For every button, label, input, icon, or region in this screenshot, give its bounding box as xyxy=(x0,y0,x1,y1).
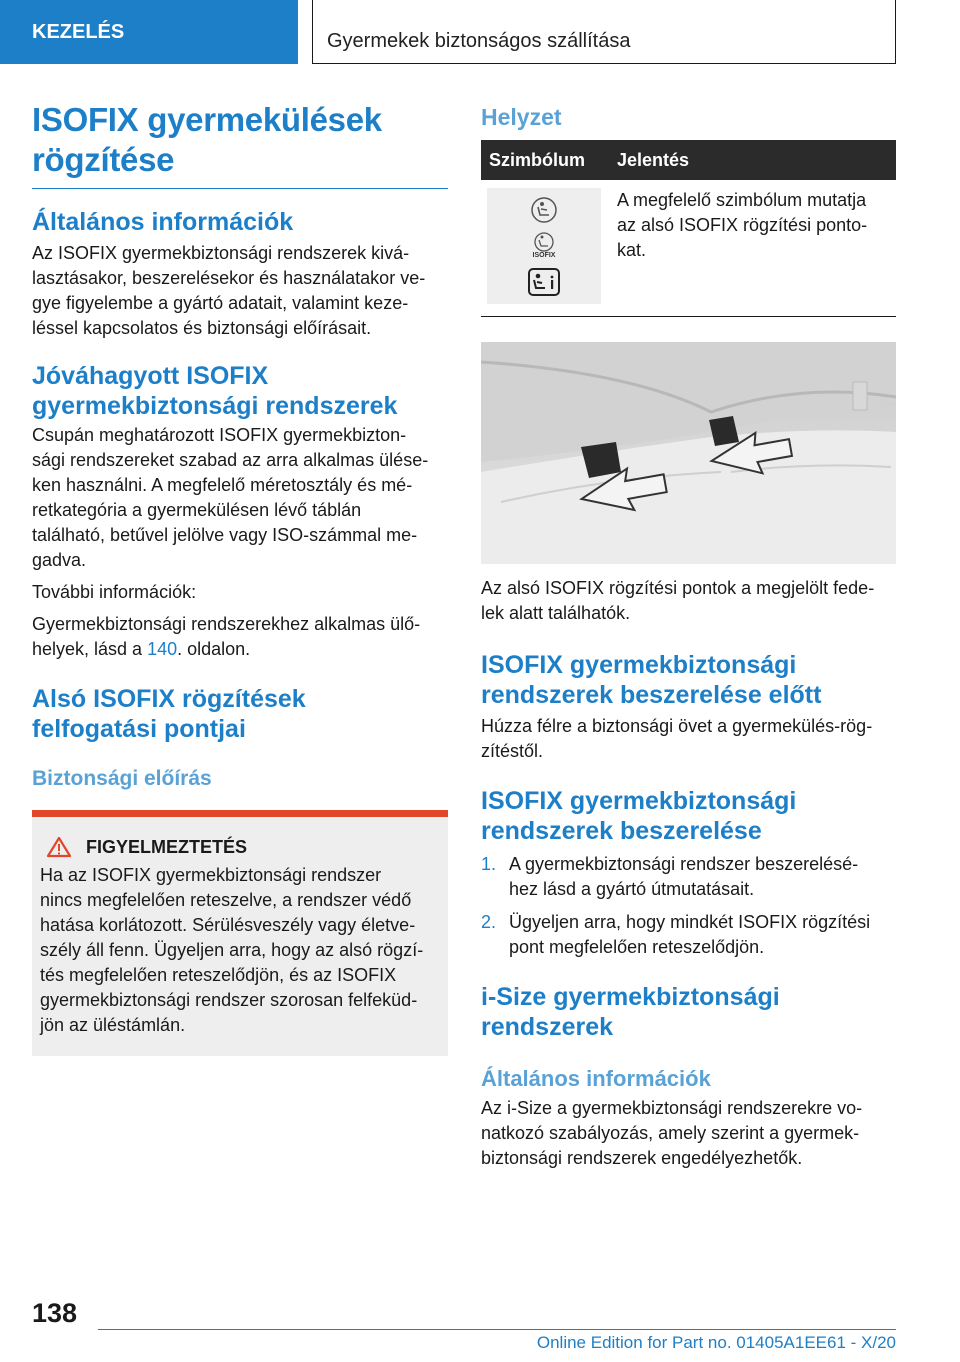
text-line: lasztásakor, beszerelésekor és használatakor ve- xyxy=(32,268,426,288)
text-line: gye figyelembe a gyártó adatait, valamint keze- xyxy=(32,293,409,313)
text-line: gadva. xyxy=(32,550,87,570)
text-line: ken használni. A megfelelő méretosztály és mé- xyxy=(32,475,413,495)
page-title-line2: rögzítése xyxy=(32,141,175,178)
warning-box xyxy=(32,817,448,1056)
install-heading-line2: rendszerek beszerelése xyxy=(481,817,762,845)
step-text xyxy=(509,852,858,902)
text-line: tés megfelelően reteszelődjön, és az ISOFIX xyxy=(40,965,397,985)
text-line: A gyermekbiztonsági rendszer beszerelésé- xyxy=(509,854,859,874)
text-line: léssel kapcsolatos és biztonsági előírásait. xyxy=(32,318,372,338)
approved-heading xyxy=(32,361,448,421)
chapter-title-box xyxy=(312,0,896,64)
footer-rule xyxy=(98,1329,896,1330)
more-info-label: További információk: xyxy=(32,582,197,602)
seats-text xyxy=(32,612,448,662)
before-install-text xyxy=(481,714,896,764)
text-line: nincs megfelelően reteszelve, a rendszer védő xyxy=(40,890,412,910)
text-line: található, betűvel jelölve vagy ISO-számmal me- xyxy=(32,525,418,545)
text-line: Gyermekbiztonsági rendszerekhez alkalmas ülő- xyxy=(32,614,421,634)
isofix-seat-icon xyxy=(532,232,556,252)
before-heading-line2: rendszerek beszerelése előtt xyxy=(481,681,822,709)
isize-text xyxy=(481,1096,896,1171)
text-line: Az alsó ISOFIX rögzítési pontok a megjelölt fede- xyxy=(481,578,875,598)
warning-text xyxy=(40,863,440,1038)
page-header xyxy=(0,0,960,66)
text-line: lek alatt találhatók. xyxy=(481,603,631,623)
approved-text xyxy=(32,423,448,573)
install-heading xyxy=(481,786,896,846)
text-line: natkozó szabályozás, amely szerint a gyermek- xyxy=(481,1123,860,1143)
warning-triangle-icon xyxy=(46,836,72,858)
general-heading: Általános információk xyxy=(32,208,294,236)
text-line: gyermekbiztonsági rendszer szorosan felfeküd- xyxy=(40,990,418,1010)
text-line: zítéstől. xyxy=(481,741,544,761)
text-line: pont megfelelően reteszelődjön. xyxy=(509,937,765,957)
text-line: hez lásd a gyártó útmutatásait. xyxy=(509,879,755,899)
isofix-label: ISOFIX xyxy=(532,252,556,260)
step-number: 2. xyxy=(481,912,497,932)
text-line: Az ISOFIX gyermekbiztonsági rendszerek kivá- xyxy=(32,243,410,263)
meaning-cell xyxy=(609,180,896,317)
right-column xyxy=(481,100,896,1171)
step-number: 1. xyxy=(481,854,497,874)
child-seat-icon xyxy=(527,196,561,224)
isofix-symbol xyxy=(532,232,556,259)
isize-heading-line1: i-Size gyermekbiztonsági xyxy=(481,983,780,1011)
symbol-cell xyxy=(481,180,609,317)
rear-seat-illustration xyxy=(481,342,896,564)
meaning-text xyxy=(617,188,888,263)
text-line: retkategória a gyermekülésen lévő táblán xyxy=(32,500,362,520)
lower-anchors-heading xyxy=(32,684,448,744)
text-line: Ha az ISOFIX gyermekbiztonsági rendszer xyxy=(40,865,382,885)
general-text xyxy=(32,241,448,341)
symbol-box xyxy=(487,188,601,304)
text-line: biztonsági rendszerek engedélyezhetők. xyxy=(481,1148,803,1168)
edition-text: Online Edition for Part no. 01405A1EE61 - X/20 xyxy=(536,1333,896,1352)
position-heading: Helyzet xyxy=(481,104,562,130)
warning-title xyxy=(46,835,440,859)
title-rule xyxy=(32,188,448,189)
text-line: sági rendszereket szabad az arra alkalmas ülése- xyxy=(32,450,429,470)
before-install-heading xyxy=(481,650,896,710)
section-tab: KEZELÉS xyxy=(0,0,298,64)
text-line: Csupán meghatározott ISOFIX gyermekbizton- xyxy=(32,425,407,445)
rear-seat-photo xyxy=(481,342,896,564)
warning-bar xyxy=(32,810,448,817)
before-heading-line1: ISOFIX gyermekbiztonsági xyxy=(481,651,797,679)
isize-heading xyxy=(481,982,896,1042)
table-row xyxy=(481,180,896,317)
text-fragment: helyek, lásd a xyxy=(32,639,148,659)
photo-caption xyxy=(481,576,896,626)
lower-heading-line1: Alsó ISOFIX rögzítések xyxy=(32,685,306,713)
col-symbol-header: Szimbólum xyxy=(481,140,609,180)
approved-heading-line1: Jóváhagyott ISOFIX xyxy=(32,362,269,390)
text-fragment: . oldalon. xyxy=(177,639,251,659)
step-text xyxy=(509,910,870,960)
approved-heading-line2: gyermekbiztonsági rendszerek xyxy=(32,392,398,420)
chapter-title: Gyermekek biztonságos szállítása xyxy=(327,30,631,52)
text-line: Ügyeljen arra, hogy mindkét ISOFIX rögzítési xyxy=(509,912,871,932)
page-title-line1: ISOFIX gyermekülések xyxy=(32,101,382,138)
install-steps xyxy=(481,852,896,960)
isize-general-heading: Általános információk xyxy=(481,1066,711,1091)
col-meaning-header: Jelentés xyxy=(609,140,896,180)
page-number: 138 xyxy=(32,1298,78,1328)
isize-heading-line2: rendszerek xyxy=(481,1013,614,1041)
text-line: A megfelelő szimbólum mutatja xyxy=(617,190,867,210)
text-line: Húzza félre a biztonsági övet a gyermekülés-rög- xyxy=(481,716,873,736)
text-line: Az i-Size a gyermekbiztonsági rendszerekre vo- xyxy=(481,1098,863,1118)
text-line: szély áll fenn. Ügyeljen arra, hogy az alsó rögzí- xyxy=(40,940,424,960)
install-heading-line1: ISOFIX gyermekbiztonsági xyxy=(481,787,797,815)
text-line: kat. xyxy=(617,240,647,260)
table-header-row xyxy=(481,140,896,180)
lower-heading-line2: felfogatási pontjai xyxy=(32,715,246,743)
left-column xyxy=(32,100,448,1056)
text-line: hatása korlátozott. Sérülésveszély vagy életve- xyxy=(40,915,416,935)
warning-title-text: FIGYELMEZTETÉS xyxy=(86,837,248,857)
page-title xyxy=(32,100,448,180)
page-link-140[interactable]: 140 xyxy=(147,639,178,659)
isofix-anchor-icon xyxy=(528,268,560,296)
symbol-table xyxy=(481,140,896,317)
safety-heading: Biztonsági előírás xyxy=(32,767,212,790)
list-item xyxy=(481,852,896,902)
text-line: jön az üléstámlán. xyxy=(40,1015,186,1035)
text-line: az alsó ISOFIX rögzítési ponto- xyxy=(617,215,868,235)
list-item xyxy=(481,910,896,960)
